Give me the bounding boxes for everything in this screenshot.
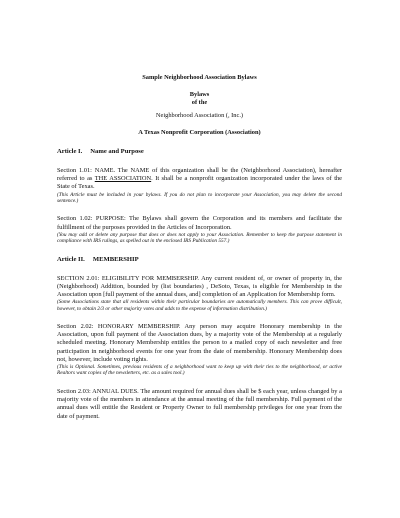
section-2-02: Section 2.02: HONORARY MEMBERSHIP. Any person may acquire Honorary membership in the Association, upon full payment of the Association dues, by a majority vote of the Membership at a regularly scheduled meeting. Honorary Membership entitles the person to a mailed copy of each newsletter and free participation in neighborhood events for one year from the date of membership. Honorary Membership does not, however, include voting rights. [57, 323, 342, 363]
section-2-03: Section 2.03: ANNUAL DUES. The amount required for annual dues shall be $ each year, unless changed by a majority vote of the members in attendance at the annual meeting of the full membership. Full payment of the annual dues will entitle the Resident or Property Owner to full membership privileges for one year from the date of payment. [57, 387, 342, 420]
section-1-01-lead: Section 1.01: NAME. The NAME of this organization shall be the (Neighborhood Association), hereafter referred to as [57, 167, 342, 183]
section-2-01: SECTION 2.01: ELIGIBILITY FOR MEMBERSHIP. Any current resident of, or owner of property in, the (Neighborhood) Addition, bounded by (list boundaries) , DeSoto, Texas, is eligible for Membership in the Association upon [full payment of the annual dues, and] completion of an Application for Membership form. [57, 274, 342, 299]
the-association-underlined: THE ASSOCIATION [94, 175, 152, 183]
article-1-label: Article I. [57, 148, 83, 155]
document-main-title: Sample Neighborhood Association Bylaws [142, 74, 257, 81]
article-2-heading [57, 256, 342, 264]
section-1-02: Section 1.02: PURPOSE: The Bylaws shall govern the Corporation and its members and facilitate the fulfillment of the purposes provided in the Articles of Incorporation. [57, 215, 342, 231]
bylaws-heading: Bylaws [189, 91, 210, 98]
of-the-heading: of the [191, 99, 208, 106]
association-name: Neighborhood Association (, Inc.) [155, 112, 244, 119]
article-2-title: MEMBERSHIP [92, 255, 139, 263]
section-1-01 [57, 167, 342, 192]
article-1-title: Name and Purpose [90, 148, 144, 155]
corporation-line: A Texas Nonprofit Corporation (Association) [138, 129, 261, 136]
section-2-01-note: (Some Associations state that all residents within their particular boundaries are automatically members. This can prove difficult, however, to obtain 2/3 or other majority votes and adds to the expense of information distribution.) [57, 299, 342, 312]
article-2-label: Article II. [57, 255, 85, 263]
section-1-01-note: (This Article must be included in your bylaws. If you do not plan to incorporate your Association, you may delete the second sentence.) [57, 191, 342, 205]
article-1-heading [57, 148, 342, 156]
section-2-02-note: (This is Optional. Sometimes, previous residents of a neighborhood want to keep up with their ties to the neighborhood, or active Realtors want copies of the newsletters, etc. as a sales tool.) [57, 364, 342, 377]
section-1-01-tail: . It shall be a nonprofit organization incorporated under the laws of the State of Texas. [57, 175, 342, 191]
section-1-02-note: (You may add or delete any purpose that does or does not apply to your Association. Remember to keep the purpose statement in compliance with IRS rulings, as spelled out in the enclosed IRS Publication 557.) [57, 231, 342, 245]
